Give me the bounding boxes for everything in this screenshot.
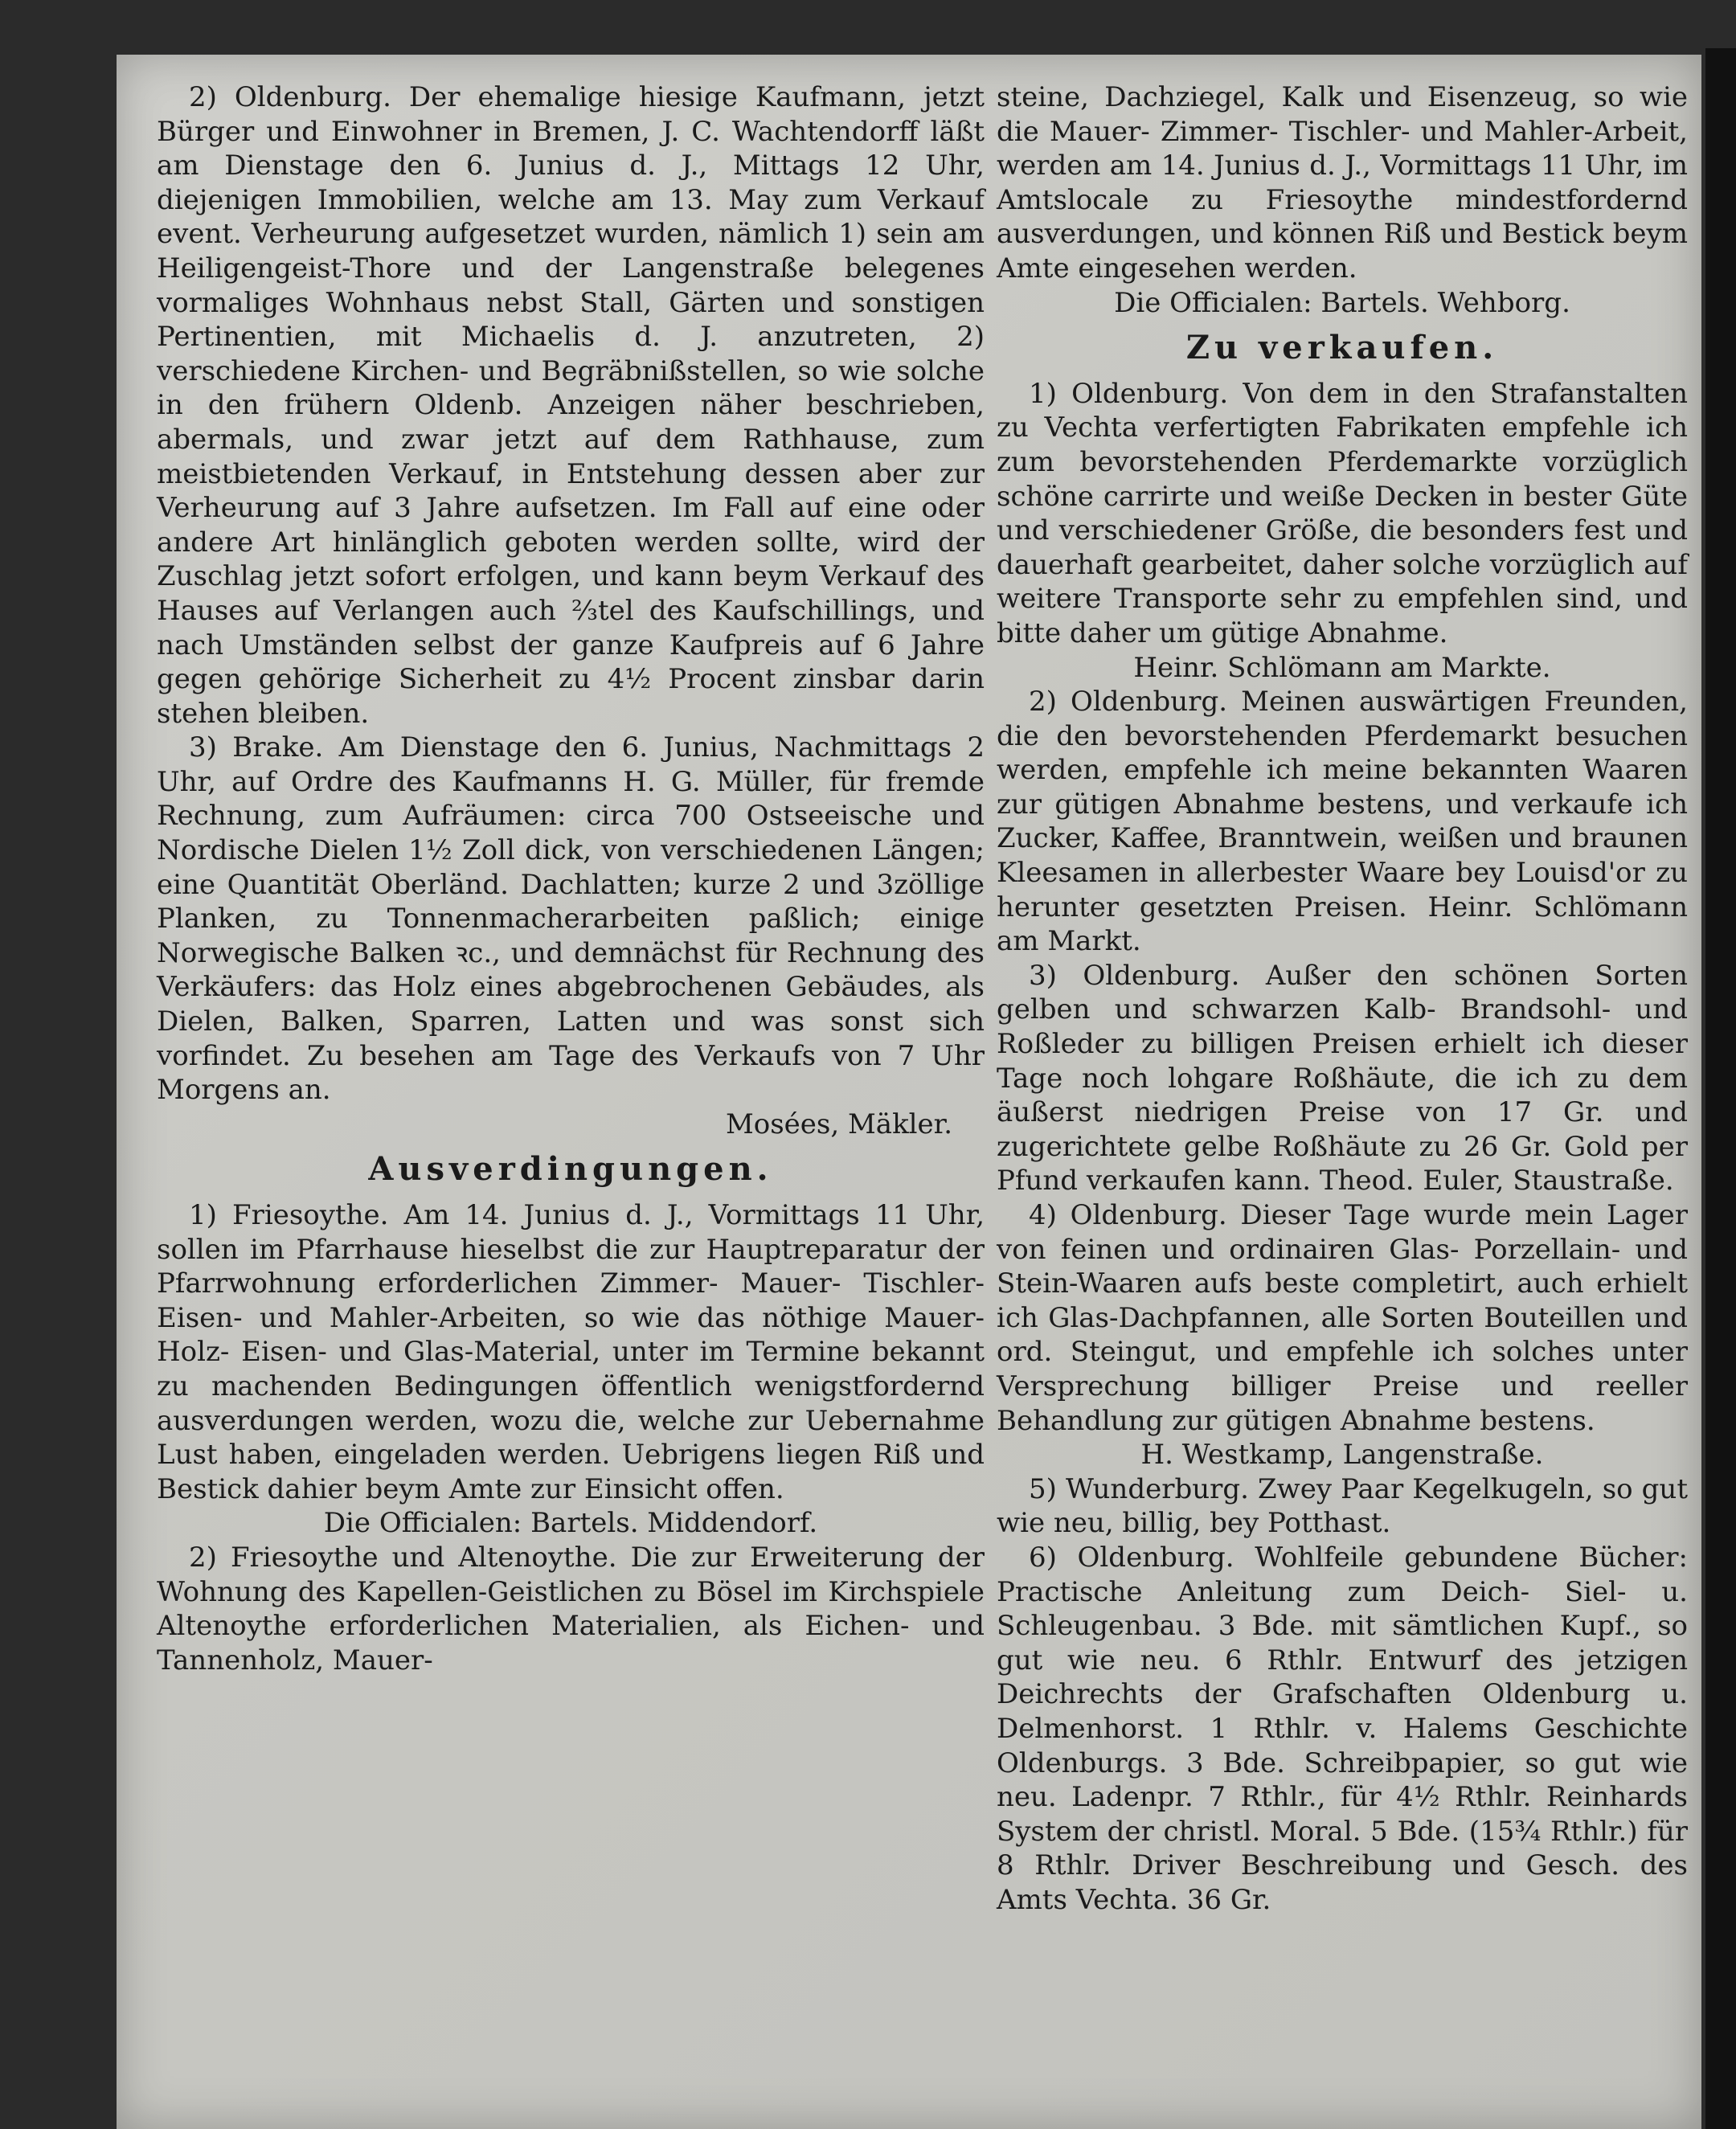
notice-oldenburg-buecher: 6) Oldenburg. Wohlfeile gebundene Bücher: Practische Anleitung zum Deich- Siel- u. Schleugenbau. 3 Bde. mit sämtlichen Kupf., so gut wie neu. 6 Rthlr. Entwurf des jetzigen Deichrechts der Grafschaften Oldenburg u. Delmenhorst. 1 Rthlr. v. Halems Geschichte Oldenburgs. 3 Bde. Schreibpapier, so gut wie neu. Ladenpr. 7 Rthlr., für 4½ Rthlr. Reinhards System der christl. Moral. 5 Bde. (15¾ Rthlr.) für 8 Rthlr. Driver Beschreibung und Gesch. des Amts Vechta. 36 Gr. bbox=[997, 1541, 1688, 1916]
signature-westkamp: H. Westkamp, Langenstraße. bbox=[1140, 1439, 1544, 1472]
notice-continuation-material: steine, Dachziegel, Kalk und Eisenzeug, so wie die Mauer- Zimmer- Tischler- und Mahler-Arbeit, werden am 14. Junius d. J., Vormittags 11 Uhr, im Amtslocale zu Friesoythe mindestfordernd ausverdungen, und können Riß und Bestick beym Amte eingesehen werden. bbox=[997, 81, 1688, 285]
signature-schloemann: Heinr. Schlömann am Markte. bbox=[1133, 651, 1551, 684]
signature-officialen-middendorf: Die Officialen: Bartels. Middendorf. bbox=[323, 1507, 818, 1540]
notice-oldenburg-immobilien: 2) Oldenburg. Der ehemalige hiesige Kaufmann, jetzt Bürger und Einwohner in Bremen, J. C. Wachtendorff läßt am Dienstage den 6. Junius d. J., Mittags 12 Uhr, diejenigen Immobilien, welche am 13. May zum Verkauf event. Verheurung aufgesetzet wurden, nämlich 1) sein am Heiligengeist-Thore und der Langenstraße belegenes vormaliges Wohnhaus nebst Stall, Gärten und sonstigen Pertinentien, mit Michaelis d. J. anzutreten, 2) verschiedene Kirchen- und Begräbnißstellen, so wie solche in den frühern Oldenb. Anzeigen näher beschrieben, abermals, und zwar jetzt auf dem Rathhause, zum meistbietenden Verkauf, in Entstehung dessen aber zur Verheurung auf 3 Jahre aufsetzen. Im Fall auf eine oder andere Art hinlänglich geboten werden sollte, wird der Zuschlag jetzt sofort erfolgen, und kann beym Verkauf des Hauses auf Verlangen auch ⅔tel des Kaufschillings, und nach Umständen selbst der ganze Kaufpreis auf 6 Jahre gegen gehörige Sicherheit zu 4½ Procent zinsbar darin stehen bleiben. bbox=[157, 81, 985, 730]
notice-oldenburg-glas: 4) Oldenburg. Dieser Tage wurde mein Lager von feinen und ordinairen Glas- Porzellain- und Stein-Waaren aufs beste completirt, auch erhielt ich Glas-Dachpfannen, alle Sorten Bouteillen und ord. Steingut, und empfehle ich solches unter Versprechung billiger Preise und reeller Behandlung zur gütigen Abnahme bestens. bbox=[997, 1199, 1688, 1437]
notice-brake-dielen: 3) Brake. Am Dienstage den 6. Junius, Nachmittags 2 Uhr, auf Ordre des Kaufmanns H. G. Müller, für fremde Rechnung, zum Aufräumen: circa 700 Ostseeische und Nordische Dielen 1½ Zoll dick, von verschiedenen Längen; eine Quantität Oberländ. Dachlatten; kurze 2 und 3zöllige Planken, zu Tonnenmacherarbeiten paßlich; einige Norwegische Balken ꝛc., und demnächst für Rechnung des Verkäufers: das Holz eines abgebrochenen Gebäudes, als Dielen, Balken, Sparren, Latten und was sonst sich vorfindet. Zu besehen am Tage des Verkaufs von 7 Uhr Morgens an. bbox=[157, 731, 985, 1107]
notice-oldenburg-decken: 1) Oldenburg. Von dem in den Strafanstalten zu Vechta verfertigten Fabrikaten empfehle ich zum bevorstehenden Pferdemarkte vorzüglich schöne carrirte und weiße Decken in bester Güte und verschiedener Größe, die besonders fest und dauerhaft gearbeitet, daher solche vorzüglich auf weitere Transporte sehr zu empfehlen sind, und bitte daher um gütige Abnahme. bbox=[997, 377, 1688, 649]
left-column bbox=[157, 80, 985, 1677]
signature-mosees: Mosées, Mäkler. bbox=[725, 1107, 952, 1140]
notice-friesoythe-pfarrhaus: 1) Friesoythe. Am 14. Junius d. J., Vormittags 11 Uhr, sollen im Pfarrhause hieselbst die zur Hauptreparatur der Pfarrwohnung erforderlichen Zimmer- Mauer- Tischler- Eisen- und Mahler-Arbeiten, so wie das nöthige Mauer- Holz- Eisen- und Glas-Material, unter im Termine bekannt zu machenden Bedingungen öffentlich wenigstfordernd ausverdungen werden, wozu die, welche zur Uebernahme Lust haben, eingeladen werden. Uebrigens liegen Riß und Bestick dahier beym Amte zur Einsicht offen. bbox=[157, 1199, 985, 1505]
page-gutter bbox=[1705, 48, 1736, 2129]
right-column bbox=[997, 80, 1688, 1917]
notice-wunderburg-kegelkugeln: 5) Wunderburg. Zwey Paar Kegelkugeln, so gut wie neu, billig, bey Potthast. bbox=[997, 1472, 1688, 1540]
signature-officialen-wehborg: Die Officialen: Bartels. Wehborg. bbox=[1114, 286, 1570, 319]
section-heading-ausverdingungen: Ausverdingungen. bbox=[368, 1150, 773, 1189]
section-heading-zu-verkaufen: Zu verkaufen. bbox=[1185, 329, 1499, 367]
notice-oldenburg-waaren: 2) Oldenburg. Meinen auswärtigen Freunden, die den bevorstehenden Pferdemarkt besuchen werden, empfehle ich meine bekannten Waaren zur gütigen Abnahme bestens, und verkaufe ich Zucker, Kaffee, Branntwein, weißen und braunen Kleesamen in allerbester Waare bey Louisd'or zu herunter gesetzten Preisen. Heinr. Schlömann am Markt. bbox=[997, 686, 1688, 958]
notice-friesoythe-altenoythe: 2) Friesoythe und Altenoythe. Die zur Erweiterung der Wohnung des Kapellen-Geistlichen zu Bösel im Kirchspiele Altenoythe erforderlichen Materialien, als Eichen- und Tannenholz, Mauer- bbox=[157, 1541, 985, 1677]
notice-oldenburg-leder: 3) Oldenburg. Außer den schönen Sorten gelben und schwarzen Kalb- Brandsohl- und Roßleder zu billigen Preisen erhielt ich dieser Tage noch lohgare Roßhäute, die ich zu dem äußerst niedrigen Preise von 17 Gr. und zugerichtete gelbe Roßhäute zu 26 Gr. Gold per Pfund verkaufen kann. Theod. Euler, Staustraße. bbox=[997, 959, 1688, 1198]
